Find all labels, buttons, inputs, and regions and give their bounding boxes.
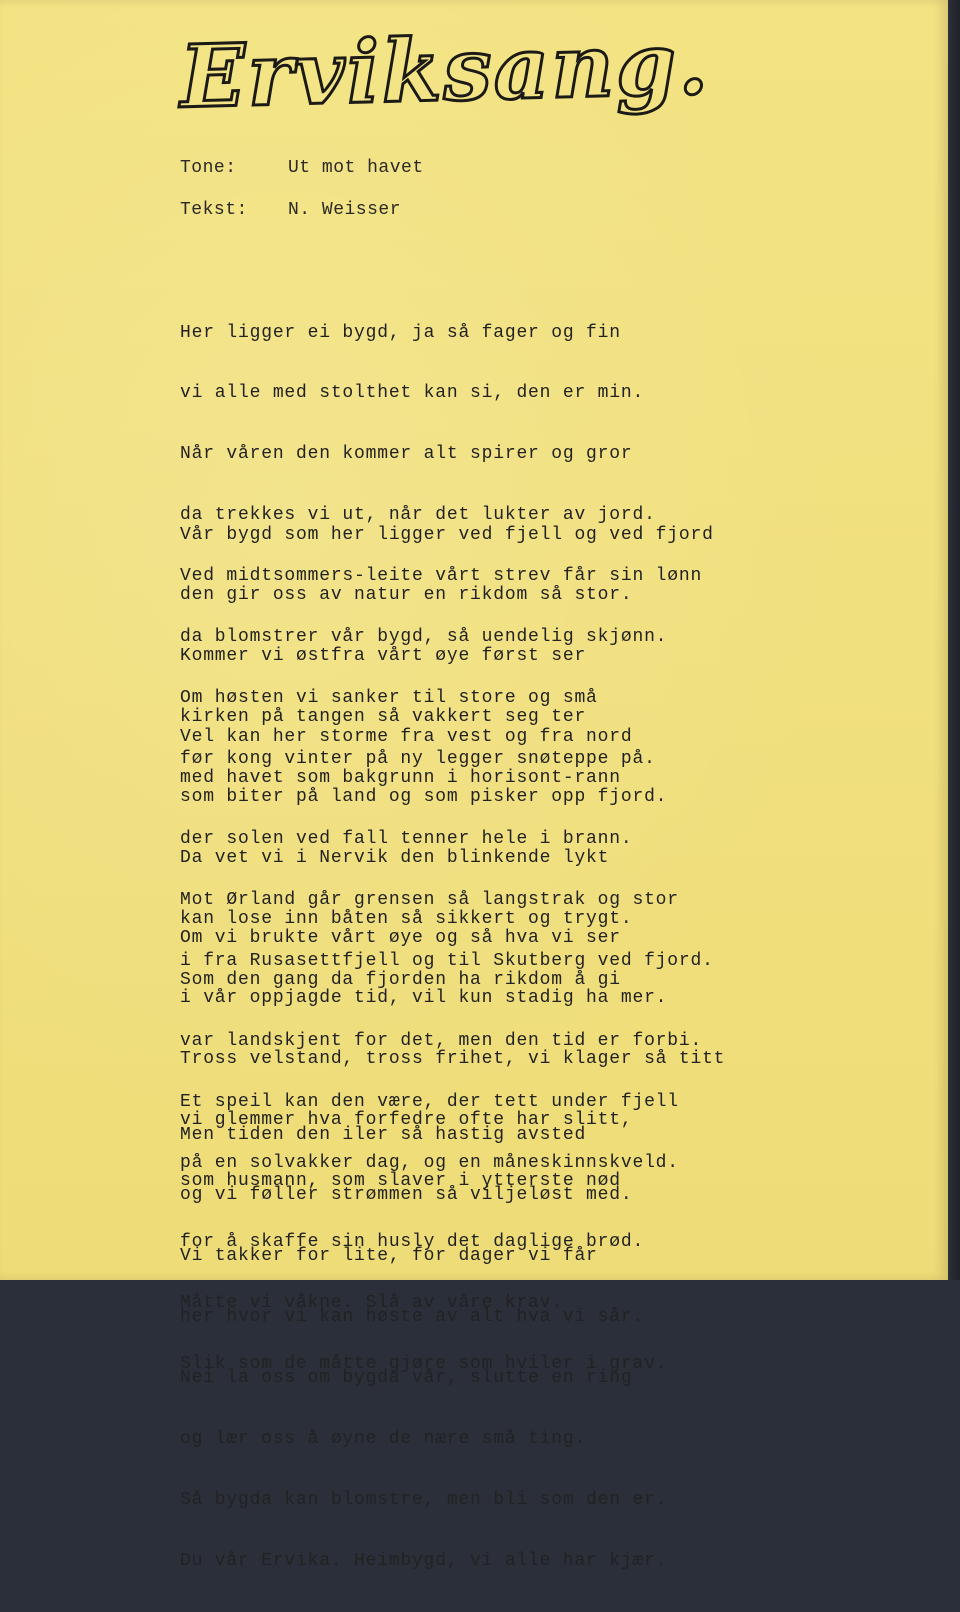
stanza-line: på en solvakker dag, og en måneskinnskveld. <box>180 1152 679 1173</box>
text-author-row <box>180 200 401 220</box>
stanza-line: Mot Ørland går grensen så langstrak og stor <box>180 889 679 910</box>
stanza-line: Måtte vi våkne. Slå av våre krav. <box>180 1292 563 1313</box>
stanza-line: Om høsten vi sanker til store og små <box>180 687 598 708</box>
text-value: N. Weisser <box>288 200 402 220</box>
stanza-line: der solen ved fall tenner hele i brann. <box>180 829 633 850</box>
stanza-line: med havet som bakgrunn i horisont-rann <box>180 768 621 789</box>
stanza-line: Her ligger ei bygd, ja så fager og fin <box>180 322 621 343</box>
stanza-line: Så bygda kan blomstre, men bli som den er. <box>180 1489 668 1510</box>
stanza-line: Men tiden den iler så hastig avsted <box>180 1124 587 1145</box>
tone-label: Tone: <box>180 158 237 178</box>
stanza-line: i fra Rusasettfjell og til Skutberg ved fjord. <box>180 950 714 971</box>
stanza-line: da blomstrer vår bygd, så uendelig skjønn. <box>180 627 668 648</box>
stanza-line: Som den gang da fjorden ha rikdom å gi <box>180 970 621 991</box>
stanza-line: Slik som de måtte gjøre som hviler i grav. <box>180 1353 668 1374</box>
stanza-line: Nei la oss om bygda vår, slutte en ring <box>180 1368 633 1389</box>
stanza-line: i vår oppjagde tid, vil kun stadig ha mer. <box>180 988 668 1009</box>
stanza-5 <box>180 1084 667 1612</box>
page-title: Erviksang. <box>178 13 712 128</box>
stanza-line: Vi takker for lite, for dager vi får <box>180 1246 598 1267</box>
stanza-line: Om vi brukte vårt øye og så hva vi ser <box>180 927 621 948</box>
stanza-line: var landskjent for det, men den tid er forbi. <box>180 1031 703 1052</box>
stanza-line: og lær oss å øyne de nære små ting. <box>180 1429 587 1450</box>
stanza-line: kirken på tangen så vakkert seg ter <box>180 707 587 728</box>
stanza-line: Du vår Ervika. Heimbygd, vi alle har kjær. <box>180 1550 668 1571</box>
stanza-line: vi alle med stolthet kan si, den er min. <box>180 383 645 404</box>
stanza-line: Da vet vi i Nervik den blinkende lykt <box>180 848 610 869</box>
stanza-line: kan lose inn båten så sikkert og trygt. <box>180 909 633 930</box>
stanza-line: Tross velstand, tross frihet, vi klager så titt <box>180 1049 726 1070</box>
stanza-line: Vår bygd som her ligger ved fjell og ved fjord <box>180 524 714 545</box>
stanza-line: som biter på land og som pisker opp fjord. <box>180 787 668 808</box>
stanza-line: her hvor vi kan høste av alt hva vi sår. <box>180 1307 645 1328</box>
tone-row <box>180 158 424 178</box>
stanza-line: som husmann, som slaver i ytterste nød <box>180 1171 621 1192</box>
stanza-line: for å skaffe sin husly det daglige brød. <box>180 1232 645 1253</box>
stanza-line: og vi føller strømmen så viljeløst med. <box>180 1185 633 1206</box>
stanza-line: Et speil kan den være, der tett under fjell <box>180 1091 679 1112</box>
stanza-line: Vel kan her storme fra vest og fra nord <box>180 726 633 747</box>
stanza-line: Ved midtsommers-leite vårt strev får sin lønn <box>180 566 703 587</box>
stanza-line: den gir oss av natur en rikdom så stor. <box>180 585 633 606</box>
text-label: Tekst: <box>180 200 248 220</box>
tone-value: Ut mot havet <box>288 158 424 178</box>
stanza-line: vi glemmer hva forfedre ofte har slitt, <box>180 1110 633 1131</box>
stanza-line: Når våren den kommer alt spirer og gror <box>180 444 633 465</box>
stanza-line: før kong vinter på ny legger snøteppe på. <box>180 748 656 769</box>
stanza-line: da trekkes vi ut, når det lukter av jord. <box>180 505 656 526</box>
stanza-line: Kommer vi østfra vårt øye først ser <box>180 646 587 667</box>
